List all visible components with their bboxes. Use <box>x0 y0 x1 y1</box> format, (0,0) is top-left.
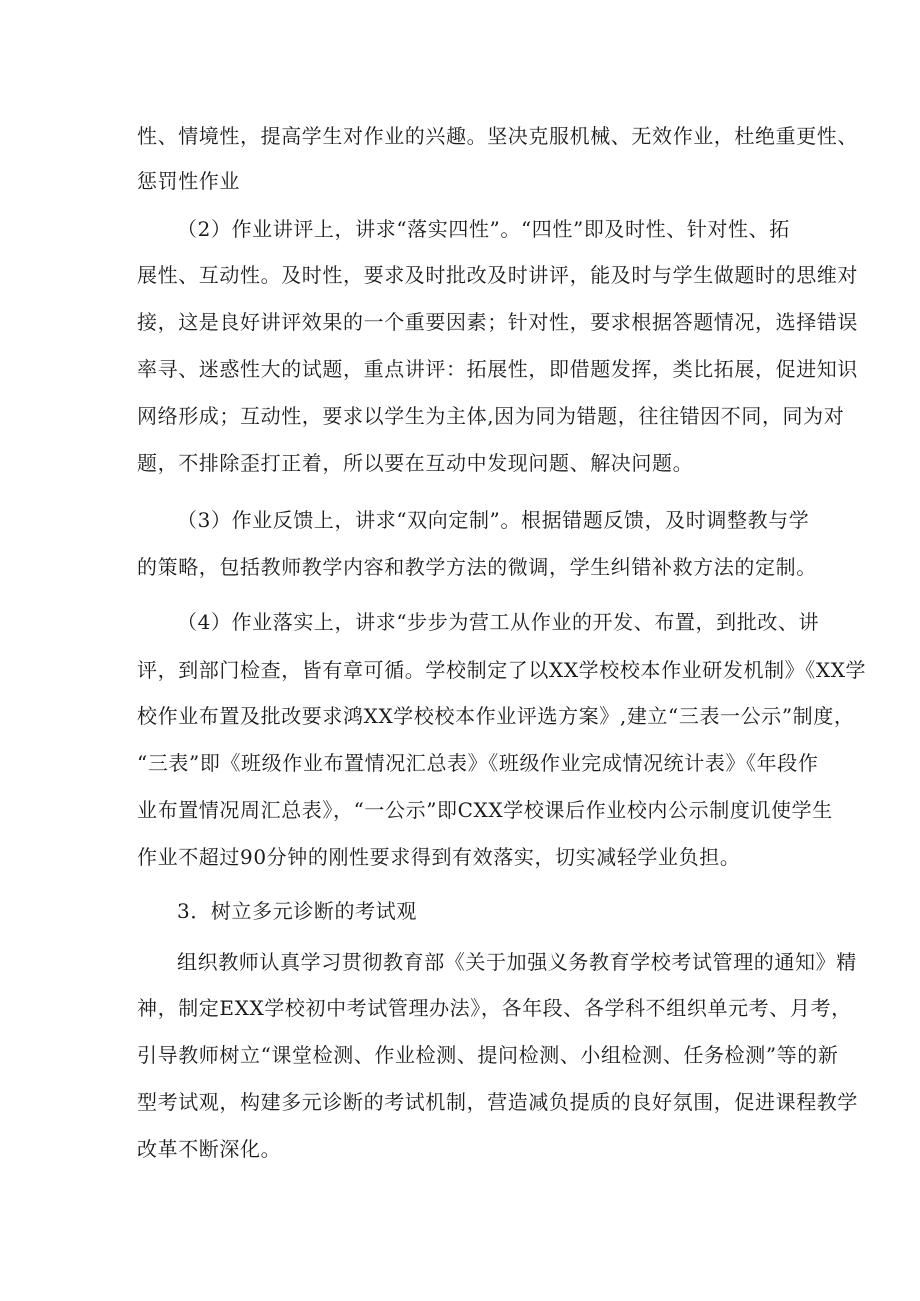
text-line: 题，不排除歪打正着，所以要在互动中发现问题、解决问题。 <box>137 451 694 475</box>
text-line: 接，这是良好讲评效果的一个重要因素；针对性，要求根据答题情况，选择错误 <box>137 310 858 334</box>
text-line: 校作业布置及批改要求鸿XX学校校本作业评选方案》,建立“三表一公示”制度， <box>137 704 855 728</box>
text-line: 网络形成；互动性，要求以学生为主体,因为同为错题，往往错因不同，同为对 <box>137 404 845 428</box>
text-line: 的策略，包括教师教学内容和教学方法的微调，学生纠错补救方法的定制。 <box>137 555 817 579</box>
paragraph-start-line: 组织教师认真学习贯彻教育部《关于加强义务教育学校考试管理的通知》精 <box>177 950 857 974</box>
text-line: 性、情境性，提高学生对作业的兴趣。坚决克服机械、无效作业，杜绝重更性、 <box>137 124 858 148</box>
text-line: “三表”即《班级作业布置情况汇总表》《班级作业完成情况统计表》《年段作 <box>137 751 819 775</box>
section-heading: 3．树立多元诊断的考试观 <box>177 899 417 923</box>
paragraph-start-line: （4）作业落实上，讲求“步步为营工从作业的开发、布置，到批改、讲 <box>177 610 820 634</box>
text-line: 引导教师树立“课堂检测、作业检测、提问检测、小组检测、任务检测”等的新 <box>137 1043 839 1067</box>
paragraph-start-line: （3）作业反馈上，讲求“双向定制”。根据错题反馈，及时调整教与学 <box>177 508 810 532</box>
text-line: 评，到部门检查，皆有章可循。学校制定了以XX学校校本作业研发机制》《XX学 <box>137 658 867 682</box>
text-line: 型考试观，构建多元诊断的考试机制，营造减负提质的良好氛围，促进课程教学 <box>137 1090 858 1114</box>
text-line: 神，制定EXX学校初中考试管理办法》，各年段、各学科不组织单元考、月考， <box>137 996 852 1020</box>
paragraph-start-line: （2）作业讲评上，讲求“落实四性”。“四性”即及时性、针对性、拓 <box>177 217 790 241</box>
text-line: 展性、互动性。及时性，要求及时批改及时讲评，能及时与学生做题时的思维对 <box>137 263 858 287</box>
text-line: 改革不断深化。 <box>137 1137 282 1161</box>
text-line: 惩罚性作业 <box>137 169 240 193</box>
text-line: 业布置情况周汇总表》，“一公示”即CXX学校课后作业校内公示制度讥使学生 <box>137 798 833 822</box>
text-line: 作业不超过90分钟的刚性要求得到有效落实，切实减轻学业负担。 <box>137 845 741 869</box>
text-line: 率寻、迷惑性大的试题，重点讲评：拓展性，即借题发挥，类比拓展，促进知识 <box>137 357 858 381</box>
